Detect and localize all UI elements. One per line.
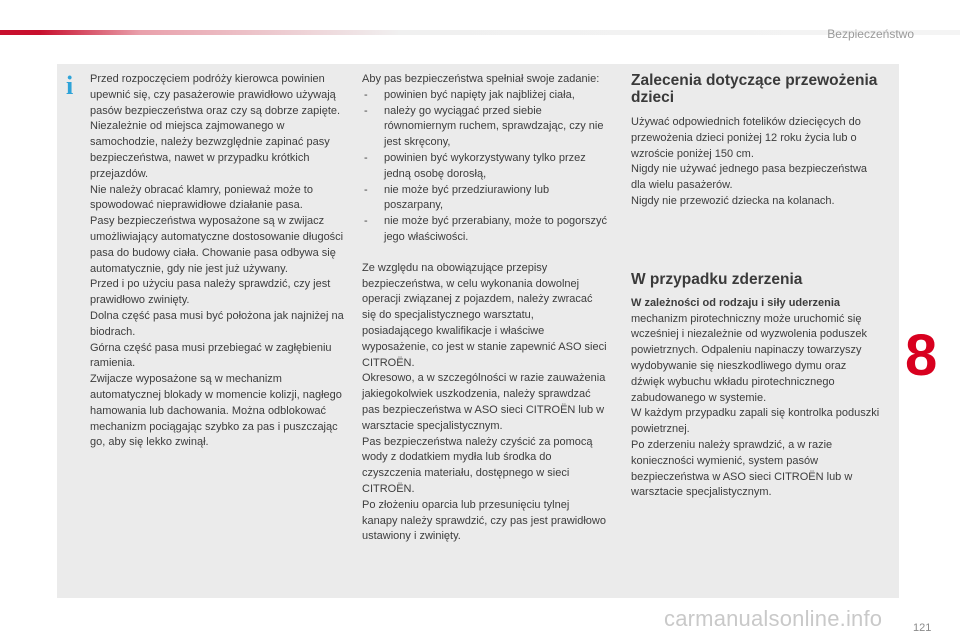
paragraph: Okresowo, a w szczególności w razie zauważenia jakiegokolwiek uszkodzenia, należy sprawdzać pas bezpieczeństwa w ASO sieci CITROËN lub w warsztacie specjalistycznym.	[362, 372, 606, 432]
paragraph: Ze względu na obowiązujące przepisy bezpieczeństwa, w celu wykonania dowolnej operacji związanej z pojazdem, należy zwracać się do specjalistycznego warsztatu, posiadającego kwalifikacje i właściwe wyposażenie, co jest w stanie zapewnić ASO sieci CITROËN.	[362, 261, 607, 369]
bold-lead-text: W zależności od rodzaju i siły uderzenia	[631, 296, 841, 309]
paragraph-text: mechanizm pirotechniczny może uruchomić się wcześniej i niezależnie od wyzwolenia poduszek powietrznych. Odpaleniu napinaczy towarzyszy wydobywanie się nieszkodliwego dymu oraz dźwięk wybuchu wkładu pirotechnicznego zabudowanego w systemie.	[631, 312, 868, 404]
info-icon: i	[66, 71, 74, 100]
spacer	[362, 246, 607, 261]
spacer	[631, 210, 881, 271]
column-seatbelt-requirements	[362, 72, 607, 545]
paragraph: W każdym przypadku zapali się kontrolka poduszki powietrznej.	[631, 407, 880, 436]
paragraph: Po złożeniu oparcia lub przesunięciu tylnej kanapy należy sprawdzić, czy pas jest prawidłowo ustawiony i zwinięty.	[362, 498, 606, 543]
chapter-number: 8	[905, 323, 938, 388]
paragraph: Górna część pasa musi przebiegać w zagłębieniu ramienia.	[90, 341, 332, 370]
list-item: - nie może być przerabiany, może to pogorszyć jego właściwości.	[362, 214, 607, 246]
paragraph: Przed i po użyciu pasa należy sprawdzić, czy jest prawidłowo zwinięty.	[90, 278, 331, 307]
requirements-list	[362, 88, 607, 246]
heading-child-transport: Zalecenia dotyczące przewożenia dzieci	[631, 72, 878, 106]
list-item: - należy go wyciągać przed siebie równomiernym ruchem, sprawdzając, czy nie jest skręcony,	[362, 104, 607, 151]
paragraph: Nigdy nie przewozić dziecka na kolanach.	[631, 194, 835, 207]
paragraph: Niezależnie od miejsca zajmowanego w samochodzie, należy bezwzględnie zapinać pasy bezpieczeństwa, nawet w przypadku krótkich przejazdów.	[90, 120, 330, 180]
paragraph: Przed rozpoczęciem podróży kierowca powinien upewnić się, czy pasażerowie prawidłowo używają pasów bezpieczeństwa oraz czy są dobrze zapięte.	[90, 73, 341, 117]
heading-collision: W przypadku zderzenia	[631, 270, 803, 288]
list-item: - powinien być napięty jak najbliżej ciała,	[362, 88, 607, 104]
list-item: - nie może być przedziurawiony lub poszarpany,	[362, 183, 607, 215]
paragraph: Nie należy obracać klamry, ponieważ może to spowodować nieprawidłowe działanie pasa.	[90, 183, 313, 212]
page-number: 121	[913, 622, 932, 634]
list-item: - powinien być wykorzystywany tylko przez jedną osobę dorosłą,	[362, 151, 607, 183]
watermark: carmanualsonline.info	[664, 606, 883, 631]
column-seatbelt-usage	[90, 72, 352, 451]
column-recommendations	[631, 72, 881, 501]
paragraph: Dolna część pasa musi być położona jak najniżej na biodrach.	[90, 309, 344, 338]
paragraph	[631, 296, 881, 407]
header-accent-bar	[0, 30, 960, 35]
section-title: Bezpieczeństwo	[827, 27, 914, 41]
paragraph: Pas bezpieczeństwa należy czyścić za pomocą wody z dodatkiem mydła lub środka do czyszczenia materiału, dostępnego w sieci CITROËN.	[362, 435, 593, 495]
paragraph: Używać odpowiednich fotelików dziecięcych do przewożenia dzieci poniżej 12 roku życia lub o wzroście poniżej 150 cm.	[631, 116, 861, 160]
paragraph: Po zderzeniu należy sprawdzić, a w razie konieczności wymienić, system pasów bezpieczeństwa w ASO sieci CITROËN lub w warsztacie specjalistycznym.	[631, 438, 853, 499]
paragraph: Nigdy nie używać jednego pasa bezpieczeństwa dla wielu pasażerów.	[631, 163, 868, 192]
list-intro: Aby pas bezpieczeństwa spełniał swoje zadanie:	[362, 73, 600, 85]
paragraph: Pasy bezpieczeństwa wyposażone są w zwijacz umożliwiający automatyczne dostosowanie długości pasa do budowy ciała. Chowanie pasa odbywa się automatycznie, gdy nie jest już używany.	[90, 215, 344, 275]
paragraph: Zwijacze wyposażone są w mechanizm automatycznej blokady w momencie kolizji, nagłego hamowania lub dachowania. Można odblokować mechanizm pociągając szybko za pas i puszczając go, aby się lekko zwinął.	[90, 373, 342, 449]
